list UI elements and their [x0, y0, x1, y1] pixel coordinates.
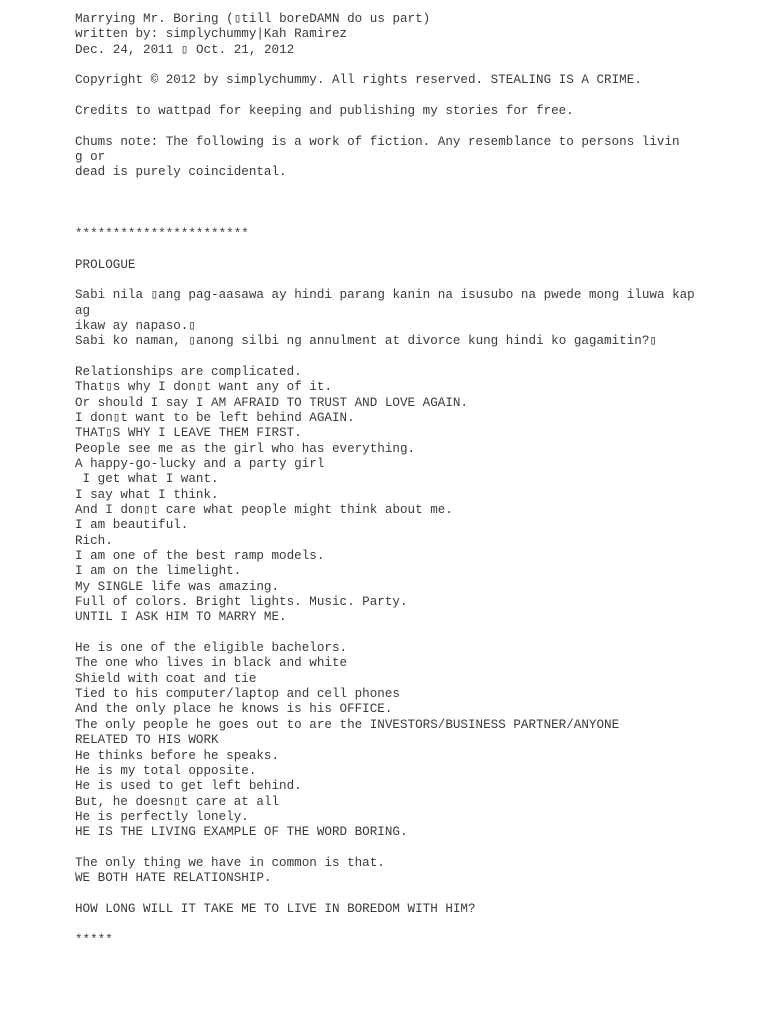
document-line: The only people he goes out to are the INVESTORS/BUSINESS PARTNER/ANYONE	[75, 717, 620, 732]
document-line: WE BOTH HATE RELATIONSHIP.	[75, 871, 272, 886]
document-line: ikaw ay napaso.▯	[75, 318, 196, 333]
document-line: Sabi ko naman, ▯anong silbi ng annulment at divorce kung hindi ko gagamitin?▯	[75, 334, 657, 349]
document-line: A happy-go-lucky and a party girl	[75, 456, 325, 471]
document-line: HOW LONG WILL IT TAKE ME TO LIVE IN BOREDOM WITH HIM?	[75, 901, 476, 916]
document-line: People see me as the girl who has everything.	[75, 441, 416, 456]
document-line: dead is purely coincidental.	[75, 165, 287, 180]
document-line: ag	[75, 303, 91, 318]
document-line: g or	[75, 150, 106, 165]
document-line: Full of colors. Bright lights. Music. Party.	[75, 595, 408, 610]
document-line: Marrying Mr. Boring (▯till boreDAMN do us part)	[75, 12, 431, 26]
document-line	[75, 181, 725, 196]
document-line: Copyright © 2012 by simplychummy. All rights reserved. STEALING IS A CRIME.	[75, 73, 642, 88]
document-line: My SINGLE life was amazing.	[75, 579, 280, 594]
document-line: I am one of the best ramp models.	[75, 549, 325, 564]
document-line: The one who lives in black and white	[75, 656, 348, 671]
document-line: *****	[75, 932, 113, 947]
document-line: Credits to wattpad for keeping and publishing my stories for free.	[75, 104, 574, 119]
document-line: UNTIL I ASK HIM TO MARRY ME.	[75, 610, 287, 625]
document-line: Sabi nila ▯ang pag-aasawa ay hindi parang kanin na isusubo na pwede mong iluwa kap	[75, 288, 695, 303]
document-line: Relationships are complicated.	[75, 364, 302, 379]
document-line: But, he doesn▯t care at all	[75, 794, 280, 809]
document-line: The only thing we have in common is that.	[75, 855, 385, 870]
document-line: He is used to get left behind.	[75, 779, 302, 794]
document-line: He is my total opposite.	[75, 763, 257, 778]
document-line: ***********************	[75, 226, 249, 241]
document-line	[75, 119, 725, 134]
document-line: PROLOGUE	[75, 257, 136, 272]
document-line: And I don▯t care what people might think about me.	[75, 503, 453, 517]
document-line	[75, 273, 725, 288]
document-line: I say what I think.	[75, 487, 219, 502]
document-line: Tied to his computer/laptop and cell phones	[75, 687, 400, 702]
document-text	[75, 12, 725, 948]
document-line: I get what I want.	[75, 472, 219, 487]
document-line	[75, 211, 725, 226]
document-line: Or should I say I AM AFRAID TO TRUST AND LOVE AGAIN.	[75, 395, 468, 410]
document-line: THAT▯S WHY I LEAVE THEM FIRST.	[75, 426, 302, 441]
document-line: Chums note: The following is a work of fiction. Any resemblance to persons livin	[75, 134, 680, 149]
document-line: I am on the limelight.	[75, 564, 242, 579]
document-line: written by: simplychummy|Kah Ramirez	[75, 27, 348, 42]
document-line	[75, 917, 725, 932]
document-line: I don▯t want to be left behind AGAIN.	[75, 410, 355, 425]
document-line	[75, 58, 725, 73]
document-line: He thinks before he speaks.	[75, 748, 280, 763]
document-line: He is one of the eligible bachelors.	[75, 641, 348, 656]
document-line: RELATED TO HIS WORK	[75, 733, 219, 748]
document-line	[75, 196, 725, 211]
document-line: HE IS THE LIVING EXAMPLE OF THE WORD BORING.	[75, 825, 408, 840]
document-line: He is perfectly lonely.	[75, 809, 249, 824]
document-line	[75, 350, 725, 365]
document-line: Rich.	[75, 533, 113, 548]
document-line: That▯s why I don▯t want any of it.	[75, 380, 333, 395]
document-line: And the only place he knows is his OFFICE.	[75, 702, 393, 717]
document-line	[75, 89, 725, 104]
document-line	[75, 626, 725, 641]
document-line	[75, 841, 725, 856]
document-line	[75, 887, 725, 902]
document-line	[75, 242, 725, 257]
document-line: Dec. 24, 2011 ▯ Oct. 21, 2012	[75, 42, 295, 57]
document-line: Shield with coat and tie	[75, 671, 257, 686]
document-line: I am beautiful.	[75, 518, 189, 533]
